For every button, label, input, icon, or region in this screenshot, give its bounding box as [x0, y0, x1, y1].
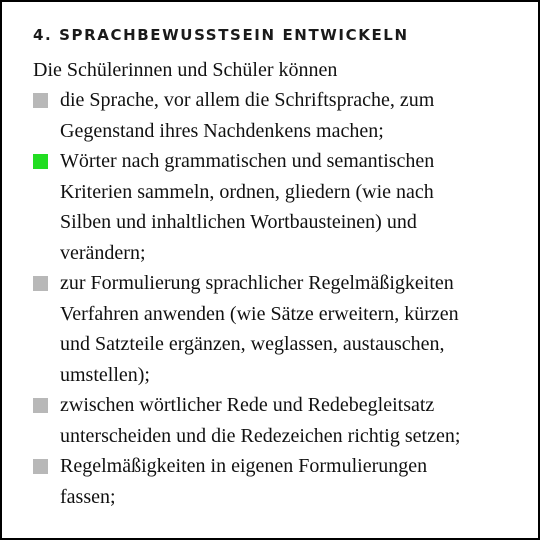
- section-heading: 4. SPRACHBEWUSSTSEIN ENTWICKELN: [33, 26, 409, 44]
- list-item: [33, 390, 528, 451]
- square-bullet-icon: [33, 459, 48, 474]
- item-text-line: Gegenstand ihres Nachdenkens machen;: [60, 119, 384, 142]
- item-text-line: und Satzteile ergänzen, weglassen, austauschen,: [60, 333, 445, 355]
- square-bullet-icon: [33, 154, 48, 169]
- square-bullet-icon: [33, 276, 48, 291]
- item-text-line: Wörter nach grammatischen und semantischen: [60, 150, 435, 172]
- list-item: [33, 268, 528, 390]
- item-text-line: Kriterien sammeln, ordnen, gliedern (wie nach: [60, 180, 434, 203]
- item-text-line: fassen;: [60, 485, 116, 508]
- intro-text: Die Schülerinnen und Schüler können: [33, 59, 338, 81]
- square-bullet-icon: [33, 93, 48, 108]
- item-text-line: verändern;: [60, 241, 146, 264]
- item-text-line: zwischen wörtlicher Rede und Redebegleitsatz: [60, 394, 435, 416]
- square-bullet-icon: [33, 398, 48, 413]
- item-text-line: umstellen);: [60, 363, 150, 386]
- competency-list: [33, 85, 528, 512]
- item-text-line: unterscheiden und die Redezeichen richtig setzen;: [60, 424, 461, 447]
- item-text-line: Regelmäßigkeiten in eigenen Formulierungen: [60, 455, 428, 477]
- list-item: [33, 146, 528, 268]
- item-text-line: Verfahren anwenden (wie Sätze erweitern, kürzen: [60, 302, 459, 325]
- item-text-line: die Sprache, vor allem die Schriftsprache, zum: [60, 89, 435, 111]
- list-item: [33, 85, 528, 146]
- item-text-line: Silben und inhaltlichen Wortbausteinen) und: [60, 211, 417, 233]
- list-item: [33, 451, 528, 512]
- item-text-line: zur Formulierung sprachlicher Regelmäßigkeiten: [60, 272, 454, 294]
